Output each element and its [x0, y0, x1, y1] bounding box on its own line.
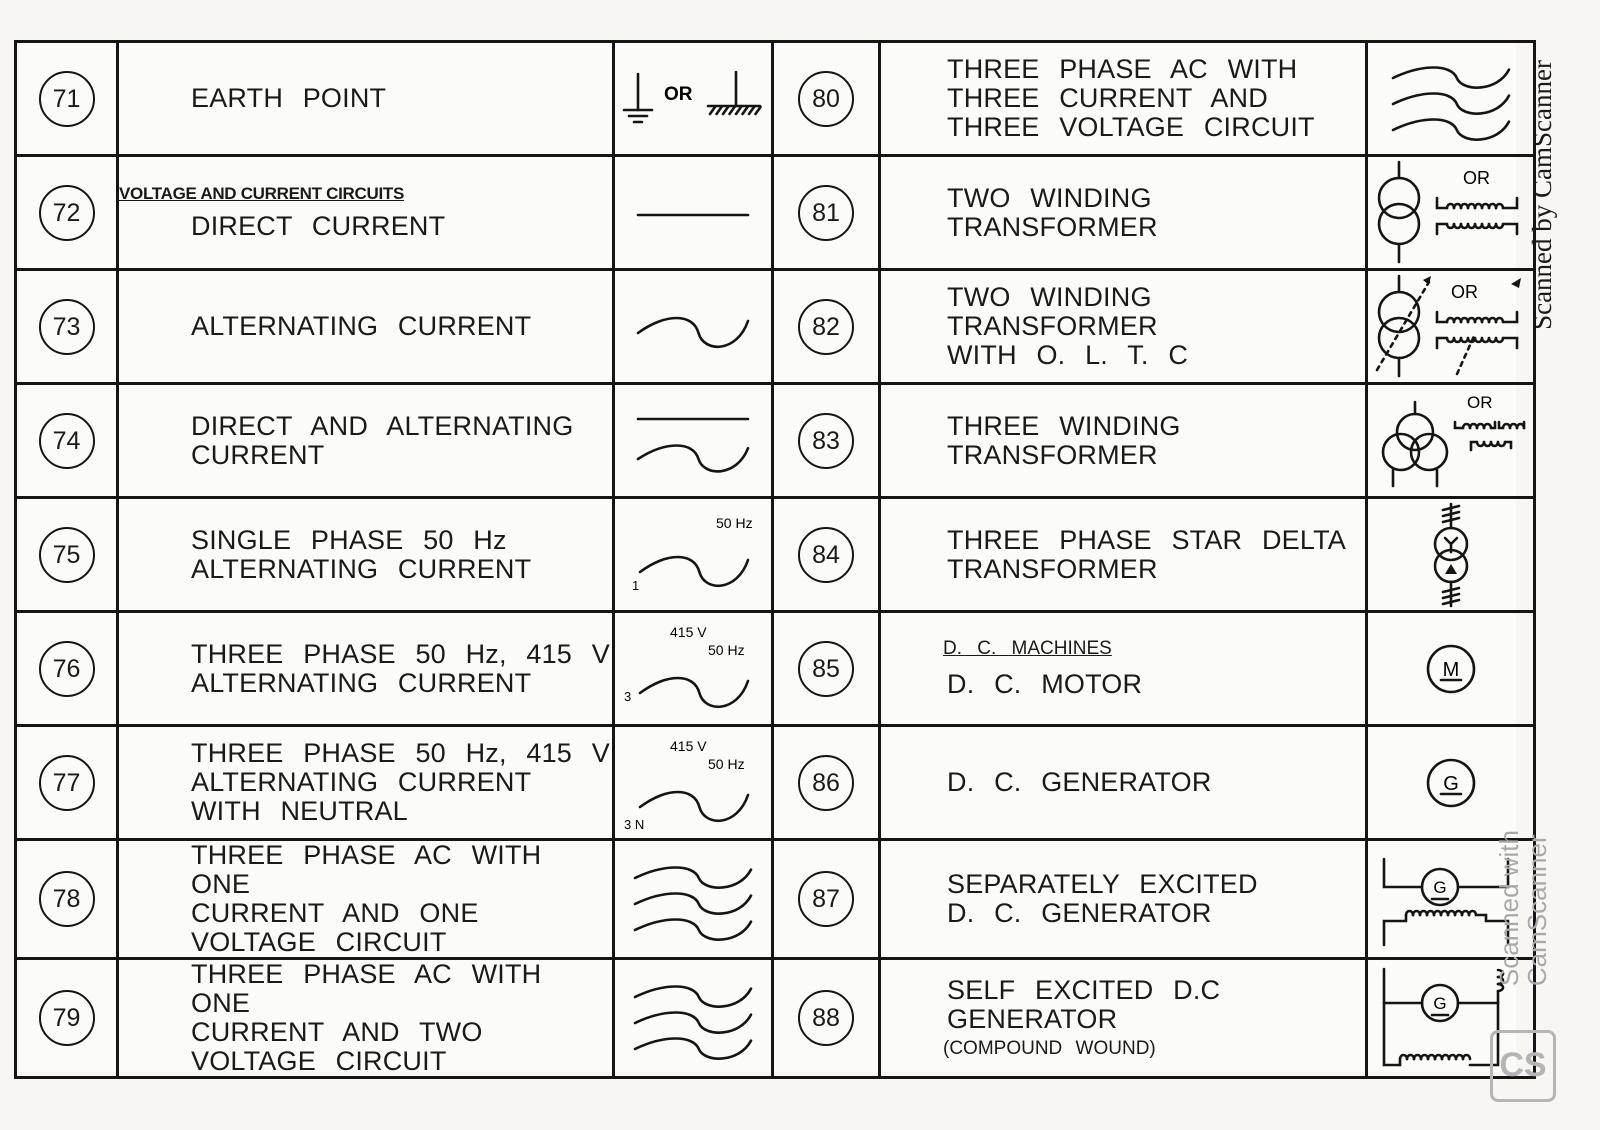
table-row: [16, 840, 1535, 959]
description-line: THREE PHASE 50 Hz, 415 V: [191, 738, 610, 768]
description-cell: [880, 959, 1367, 1078]
symbol-cell: [614, 840, 773, 959]
description-cell: [118, 840, 614, 959]
item-number-cell: [16, 384, 118, 498]
svg-text:G: G: [1442, 772, 1459, 795]
table-row: [16, 156, 1535, 270]
description-line: THREE PHASE AC WITH ONE: [191, 840, 542, 899]
table-row: [16, 42, 1535, 156]
description-text: [119, 212, 612, 241]
description-text: [881, 976, 1365, 1034]
svg-text:OR: OR: [1462, 167, 1490, 188]
three-waves-icon: [615, 973, 771, 1063]
item-number-cell: [773, 612, 880, 726]
description-cell: [118, 612, 614, 726]
svg-text:50 Hz: 50 Hz: [708, 641, 745, 658]
description-cell: [880, 840, 1367, 959]
svg-text:OR: OR: [664, 83, 693, 105]
description-cell: [118, 42, 614, 156]
table-row: [16, 384, 1535, 498]
description-cell: [880, 42, 1367, 156]
svg-text:415 V: 415 V: [670, 737, 707, 754]
item-number-cell: [16, 959, 118, 1078]
description-text: [881, 670, 1365, 699]
description-cell: [118, 156, 614, 270]
description-cell: [880, 270, 1367, 384]
item-number-cell: [773, 270, 880, 384]
item-number-badge: 80: [798, 71, 854, 127]
item-number-badge: 74: [39, 413, 95, 469]
item-number-badge: 79: [39, 990, 95, 1046]
item-number-badge: 82: [798, 299, 854, 355]
item-number-badge: 88: [798, 990, 854, 1046]
item-number-cell: [773, 498, 880, 612]
svg-text:M: M: [1442, 658, 1459, 681]
description-text: [881, 412, 1365, 470]
symbol-cell: [614, 959, 773, 1078]
description-text: [119, 412, 612, 470]
item-number-badge: 81: [798, 185, 854, 241]
dc-motor-icon: [1368, 639, 1533, 699]
description-text: [881, 526, 1365, 584]
description-cell: [880, 156, 1367, 270]
description-cell: [118, 498, 614, 612]
description-text: [119, 841, 612, 957]
description-line: TWO WINDING TRANSFORMER: [947, 182, 1158, 242]
description-line: ALTERNATING CURRENT: [191, 667, 532, 698]
item-number-cell: [773, 384, 880, 498]
watermark-line-1: Scanned with: [1494, 830, 1524, 987]
item-number-badge: 83: [798, 413, 854, 469]
direct-current-icon: [615, 193, 771, 233]
description-line: THREE PHASE AC WITH ONE: [191, 959, 542, 1018]
description-text: [119, 312, 612, 341]
description-text: [881, 55, 1365, 142]
description-line: ALTERNATING CURRENT: [191, 767, 532, 797]
item-number-cell: [16, 612, 118, 726]
item-number-badge: 87: [798, 871, 854, 927]
alternating-current-icon: [615, 297, 771, 357]
dc-generator-icon: [1368, 753, 1533, 813]
symbol-cell: [1367, 270, 1535, 384]
svg-text:50 Hz: 50 Hz: [708, 755, 745, 772]
description-cell: [880, 498, 1367, 612]
section-heading: VOLTAGE AND CURRENT CIRCUITS: [119, 184, 404, 203]
description-line: CURRENT AND TWO: [191, 1017, 483, 1047]
symbol-cell: [1367, 156, 1535, 270]
table-row: [16, 959, 1535, 1078]
item-number-badge: 73: [39, 299, 95, 355]
description-line: CURRENT AND ONE: [191, 898, 479, 928]
description-line: ALTERNATING CURRENT: [191, 553, 532, 584]
single-phase-ac-icon: [615, 510, 771, 600]
description-text: [119, 84, 612, 113]
watermark-line-2: CamScanner: [1522, 834, 1552, 987]
earth-point-icon: [615, 64, 771, 134]
description-text: [119, 739, 612, 826]
table-row: [16, 498, 1535, 612]
scanner-watermark: Scanned by CamScanner: [1527, 60, 1557, 330]
description-line: THREE WINDING: [947, 410, 1181, 441]
symbol-cell: [1367, 42, 1535, 156]
description-line: SINGLE PHASE 50 Hz: [191, 524, 507, 555]
item-number-badge: 77: [39, 755, 95, 811]
item-number-cell: [773, 726, 880, 840]
description-line: THREE PHASE AC WITH: [947, 54, 1298, 84]
description-cell: [880, 726, 1367, 840]
description-cell: [118, 384, 614, 498]
description-line: WITH NEUTRAL: [191, 796, 408, 826]
description-text: [881, 870, 1365, 928]
symbol-cell: [614, 384, 773, 498]
description-cell: [880, 384, 1367, 498]
item-number-badge: 71: [39, 71, 95, 127]
symbol-cell: [614, 270, 773, 384]
symbols-sheet: [14, 40, 1516, 1076]
svg-text:OR: OR: [1450, 281, 1478, 302]
description-line: VOLTAGE CIRCUIT: [191, 1046, 447, 1076]
symbols-table: [14, 40, 1536, 1079]
symbol-cell: [1367, 498, 1535, 612]
description-line: THREE PHASE STAR DELTA: [947, 524, 1346, 555]
table-row: [16, 726, 1535, 840]
symbol-cell: [1367, 612, 1535, 726]
symbol-cell: [614, 498, 773, 612]
description-cell: [118, 270, 614, 384]
item-number-badge: 78: [39, 871, 95, 927]
symbol-cell: [614, 726, 773, 840]
transformer-oltc-icon: [1368, 274, 1533, 380]
description-line: TRANSFORMER: [947, 439, 1158, 470]
description-note: (COMPOUND WOUND): [943, 1038, 1156, 1059]
description-cell: [118, 726, 614, 840]
item-number-cell: [773, 840, 880, 959]
description-line: THREE CURRENT AND: [947, 83, 1268, 113]
description-cell: [118, 959, 614, 1078]
item-number-cell: [16, 840, 118, 959]
item-number-badge: 75: [39, 527, 95, 583]
description-line: TRANSFORMER: [947, 553, 1158, 584]
three-waves-icon: [1368, 54, 1533, 144]
three-phase-ac-neutral-icon: [615, 733, 771, 833]
camscanner-logo: CS: [1490, 1030, 1556, 1102]
description-line: THREE PHASE 50 Hz, 415 V: [191, 638, 610, 669]
svg-text:3 N: 3 N: [624, 816, 645, 832]
item-number-cell: [773, 42, 880, 156]
description-line: VOLTAGE CIRCUIT: [191, 927, 447, 957]
svg-text:50 Hz: 50 Hz: [716, 514, 753, 531]
svg-text:G: G: [1432, 994, 1447, 1013]
item-number-cell: [16, 498, 118, 612]
symbol-cell: [614, 42, 773, 156]
description-line: TWO WINDING TRANSFORMER: [947, 282, 1158, 341]
item-number-badge: 84: [798, 527, 854, 583]
description-text: [119, 640, 612, 698]
two-winding-transformer-icon: [1368, 160, 1533, 266]
svg-text:1: 1: [632, 577, 640, 593]
description-line: CURRENT: [191, 439, 325, 470]
description-line: DIRECT CURRENT: [191, 211, 446, 241]
table-row: [16, 612, 1535, 726]
description-line: D. C. GENERATOR: [947, 898, 1212, 928]
item-number-badge: 86: [798, 755, 854, 811]
description-line: SELF EXCITED D.C: [947, 975, 1221, 1005]
item-number-badge: 76: [39, 641, 95, 697]
symbol-cell: [614, 612, 773, 726]
svg-text:3: 3: [624, 688, 632, 704]
description-text: [881, 184, 1365, 242]
description-line: ALTERNATING CURRENT: [191, 311, 532, 341]
item-number-cell: [16, 42, 118, 156]
description-line: DIRECT AND ALTERNATING: [191, 410, 574, 441]
three-phase-ac-icon: [615, 619, 771, 719]
three-waves-icon: [615, 854, 771, 944]
description-text: [881, 283, 1365, 370]
description-cell: [880, 612, 1367, 726]
description-text: [881, 768, 1365, 797]
svg-text:415 V: 415 V: [670, 623, 707, 640]
description-line: SEPARATELY EXCITED: [947, 869, 1258, 899]
description-line: D. C. MOTOR: [947, 669, 1143, 699]
description-line: D. C. GENERATOR: [947, 767, 1212, 797]
camscanner-watermark: [1495, 830, 1551, 986]
description-line: GENERATOR: [947, 1004, 1118, 1034]
item-number-badge: 85: [798, 641, 854, 697]
symbol-cell: [614, 156, 773, 270]
description-line: WITH O. L. T. C: [947, 340, 1189, 370]
symbol-cell: [1367, 384, 1535, 498]
three-winding-transformer-icon: [1368, 388, 1533, 494]
item-number-cell: [773, 959, 880, 1078]
item-number-cell: [16, 270, 118, 384]
description-line: EARTH POINT: [191, 83, 387, 113]
description-text: [119, 526, 612, 584]
symbol-cell: [1367, 726, 1535, 840]
item-number-cell: [773, 156, 880, 270]
description-line: THREE VOLTAGE CIRCUIT: [947, 112, 1315, 142]
direct-and-alternating-current-icon: [615, 401, 771, 481]
svg-text:OR: OR: [1466, 392, 1492, 412]
item-number-cell: [16, 726, 118, 840]
star-delta-transformer-icon: [1368, 502, 1533, 608]
item-number-cell: [16, 156, 118, 270]
description-text: [119, 960, 612, 1076]
item-number-badge: 72: [39, 185, 95, 241]
table-row: [16, 270, 1535, 384]
section-heading: D. C. MACHINES: [943, 638, 1112, 659]
svg-text:G: G: [1432, 878, 1447, 897]
